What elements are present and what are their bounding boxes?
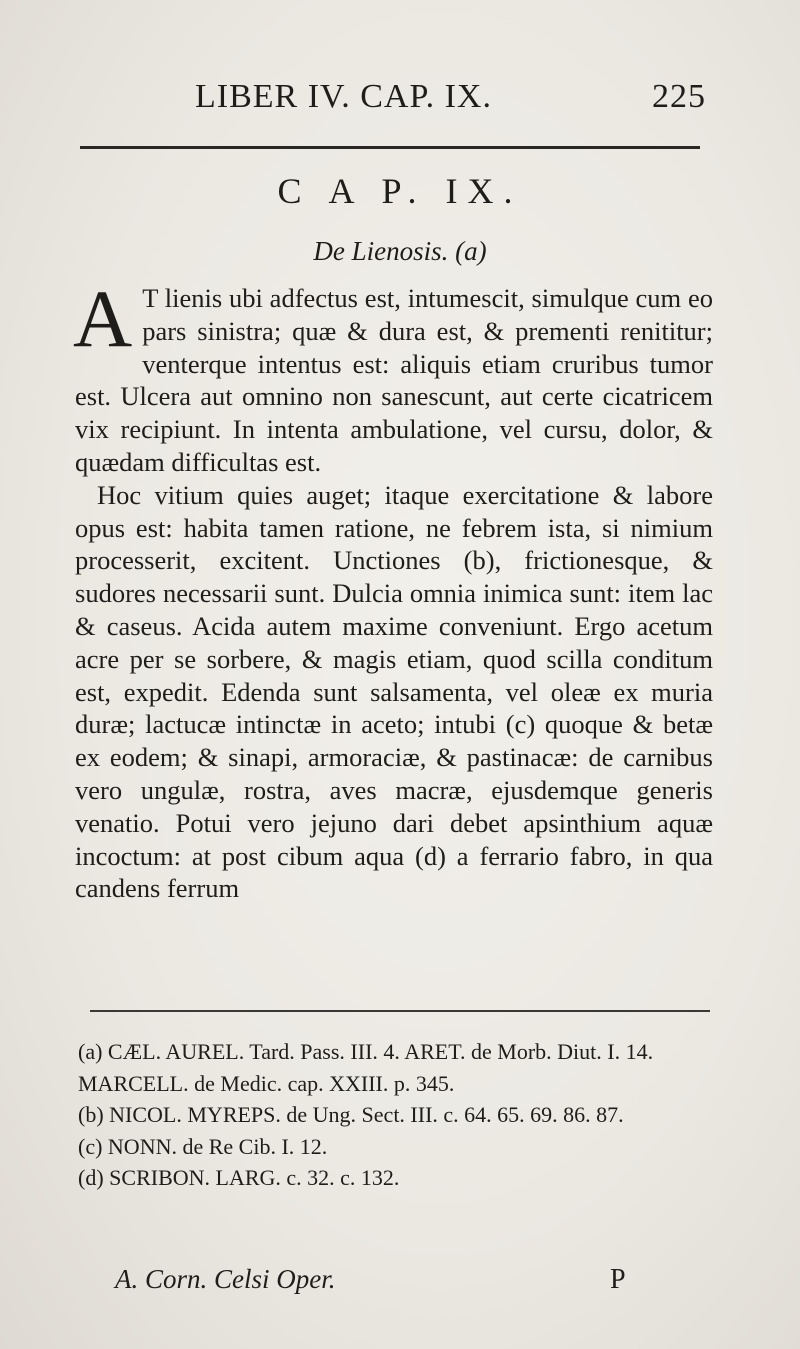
footnote-text: NONN. de Re Cib. I. 12. [107, 1133, 328, 1159]
footnote-mark: (a) [78, 1039, 103, 1064]
footnote-a [78, 1036, 718, 1099]
footnote-mark: (d) [78, 1165, 104, 1190]
footnote-rule [90, 1010, 710, 1012]
chapter-title: C A P. IX. [277, 171, 523, 211]
footnote-text: NICOL. MYREPS. de Ung. Sect. III. c. 64. 65. 69. 86. 87. [109, 1102, 624, 1127]
paragraph-1-text: T lienis ubi adfectus est, intumescit, simulque cum eo pars sinistra; quæ & dura est, & prementi renititur; venterque intentus est: aliquis etiam cruribus tumor est. Ulcera aut omnino non sanescunt, aut certe cicatricem vix recipiunt. In intenta ambulatione, vel cursu, dolor, & quædam difficultas est. [75, 283, 713, 477]
footnote-text: CÆL. AUREL. Tard. Pass. III. 4. ARET. de Morb. Diut. I. 14. MARCELL. de Medic. cap. XXIII. p. 345. [78, 1039, 654, 1096]
signature-line: A. Corn. Celsi Oper. [115, 1264, 336, 1294]
signature-mark: P [610, 1264, 626, 1295]
paragraph-1 [73, 273, 713, 479]
footnotes [78, 1036, 718, 1194]
footnote-mark: (b) [78, 1102, 104, 1127]
running-head-title: LIBER IV. CAP. IX. [195, 78, 492, 115]
footnote-d [78, 1162, 718, 1194]
drop-cap: A [73, 273, 133, 364]
paragraph-2: Hoc vitium quies auget; itaque exercitatione & labore opus est: habita tamen ratione, ne febrem ista, si nimium processerit, excitent. Unctiones (b), frictionesque, & sudores necessarii sunt. Dulcia omnia inimica sunt: item lac & caseus. Acida autem maxime conveniunt. Ergo acetum acre per se sorbere, & magis etiam, quod scilla conditum est, expedit. Edenda sunt salsamenta, vel oleæ ex muria duræ; lactucæ intinctæ in aceto; intubi (c) quoque & betæ ex eodem; & sinapi, armoraciæ, & pastinacæ: de carnibus vero ungulæ, rostra, aves macræ, ejusdemque generis venatio. Potui vero jejuno dari debet apsinthium aquæ incoctum: at post cibum aqua (d) a ferrario fabro, in qua candens ferrum [75, 479, 713, 904]
body-text [73, 273, 713, 905]
running-head [70, 78, 710, 118]
footnote-text: SCRIBON. LARG. c. 32. c. 132. [109, 1165, 400, 1190]
footnote-c [78, 1131, 718, 1163]
page-number: 225 [652, 78, 706, 115]
chapter-subtitle: De Lienosis. (a) [313, 236, 487, 266]
footnote-mark: (c) [78, 1133, 103, 1159]
header-rule [80, 146, 700, 149]
footnote-b [78, 1099, 718, 1131]
